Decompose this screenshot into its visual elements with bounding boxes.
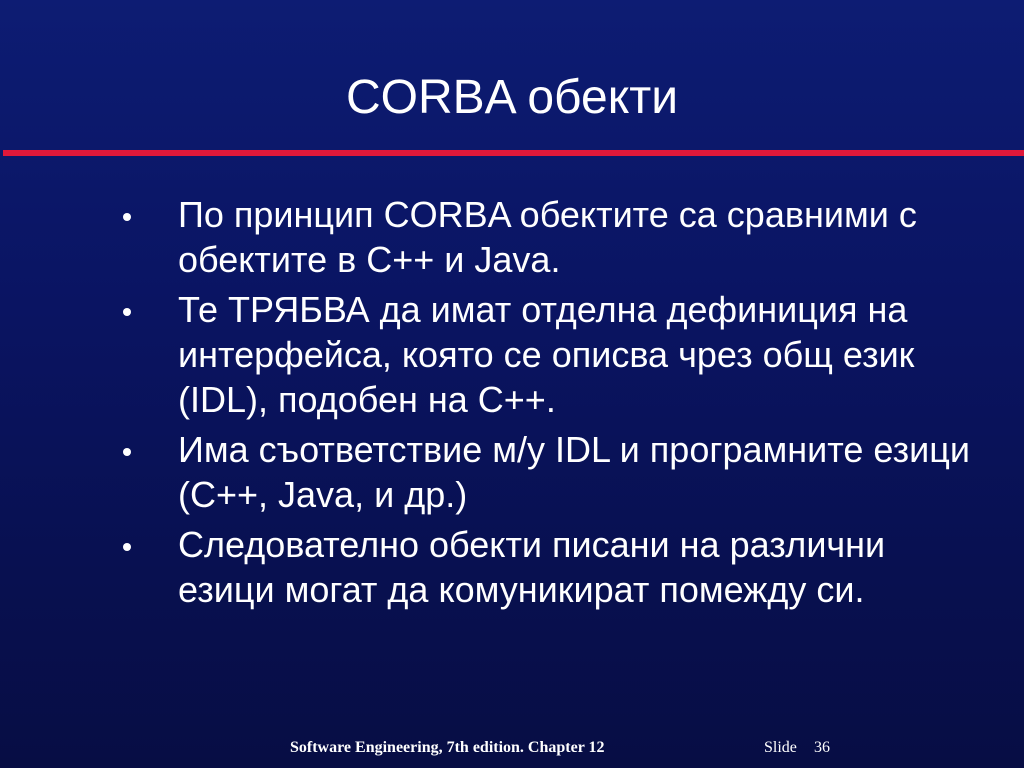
bullet-item: [120, 192, 980, 282]
bullet-dot-icon: [123, 213, 131, 221]
bullet-text: Те ТРЯБВА да имат отделна дефиниция на интерфейса, която се описва чрез общ език (IDL), подобен на С++.: [178, 289, 915, 420]
bullet-dot-icon: [123, 543, 131, 551]
bullet-dot-icon: [123, 448, 131, 456]
bullet-item: [120, 522, 980, 612]
bullet-item: [120, 287, 980, 422]
bullet-text: Следователно обекти писани на различни езици могат да комуникират помежду си.: [178, 524, 886, 610]
bullet-item: [120, 427, 980, 517]
title-divider: [3, 150, 1024, 156]
footer-course-title: Software Engineering, 7th edition. Chapter 12: [290, 739, 605, 756]
footer-slide-number: 36: [814, 739, 830, 756]
bullet-text: По принцип CORBA обектите са сравними с обектите в С++ и Java.: [178, 194, 917, 280]
footer-slide-label: Slide: [764, 739, 797, 756]
bullet-dot-icon: [123, 308, 131, 316]
bullet-list: [120, 192, 980, 617]
slide-title: CORBA обекти: [345, 71, 679, 124]
bullet-text: Има съответствие м/у IDL и програмните езици (С++, Java, и др.): [178, 429, 970, 515]
